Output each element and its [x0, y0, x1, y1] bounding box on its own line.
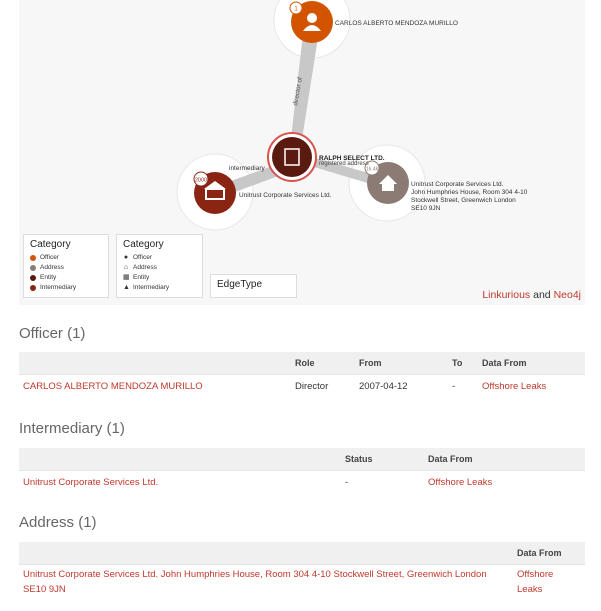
table-cell: -	[448, 375, 478, 399]
legend-label: Officer	[40, 254, 60, 261]
legend-item-intermediary	[30, 283, 102, 293]
column-header: Data From	[424, 448, 585, 471]
address-node-label-4: SE10 9JN	[411, 205, 441, 212]
column-header: Data From	[513, 542, 585, 565]
address-node-label-3: Stockwell Street, Greenwich London	[411, 197, 516, 204]
column-header: To	[448, 352, 478, 375]
officer-table	[19, 352, 585, 398]
legend-label: Intermediary	[133, 284, 170, 291]
column-header	[19, 448, 341, 471]
table-header-row	[19, 448, 585, 471]
column-header	[19, 542, 513, 565]
legend-label: Entity	[40, 274, 57, 281]
column-header	[19, 352, 291, 375]
address-dot	[30, 265, 36, 271]
neo4j-link[interactable]: Neo4j	[553, 289, 581, 301]
legend-label: Address	[40, 264, 64, 271]
address-node-label-1: Unitrust Corporate Services Ltd.	[411, 181, 504, 188]
legend-label: Entity	[133, 274, 150, 281]
linkurious-link[interactable]: Linkurious	[482, 289, 531, 301]
legend-title: EdgeType	[217, 279, 263, 290]
legend-title: Category	[30, 239, 71, 250]
address-table	[19, 542, 585, 603]
legend-category-icons	[116, 234, 203, 298]
legend-title: Category	[123, 239, 164, 250]
officer-badge-text: 1	[294, 6, 298, 13]
edge-officer-label: director of	[292, 76, 304, 107]
data-source-link[interactable]: Offshore Leaks	[513, 565, 585, 604]
officer-section-title: Officer (1)	[19, 325, 86, 342]
legend-item-address	[30, 263, 102, 273]
edge-intermediary-label: intermediary	[229, 165, 265, 172]
table-row	[19, 565, 585, 604]
legend-item-entity	[123, 273, 196, 283]
table-cell: 2007-04-12	[355, 375, 448, 399]
legend-edgetype	[210, 274, 297, 298]
legend-item-address	[123, 263, 196, 273]
column-header: Role	[291, 352, 355, 375]
intermediary-section-title: Intermediary (1)	[19, 420, 125, 437]
intermediary-badge-text: 2000	[194, 177, 208, 184]
bank-icon: ▲	[123, 284, 130, 291]
officer-name-link[interactable]: CARLOS ALBERTO MENDOZA MURILLO	[19, 375, 291, 399]
credits-and: and	[533, 289, 551, 301]
intermediary-name-link[interactable]: Unitrust Corporate Services Ltd.	[19, 471, 341, 495]
graph-panel[interactable]	[19, 0, 585, 305]
table-row	[19, 375, 585, 399]
address-node-label-2: John Humphries House, Room 304 4-10	[411, 189, 528, 196]
intermediary-table	[19, 448, 585, 494]
legend-item-entity	[30, 273, 102, 283]
data-source-link[interactable]: Offshore Leaks	[424, 471, 585, 495]
legend-item-intermediary	[123, 283, 196, 293]
officer-node-label: CARLOS ALBERTO MENDOZA MURILLO	[335, 20, 458, 27]
credits	[482, 289, 581, 301]
legend-label: Intermediary	[40, 284, 77, 291]
data-source-link[interactable]: Offshore Leaks	[478, 375, 585, 399]
entity-edge-label: registered address	[319, 161, 369, 167]
entity-node[interactable]	[272, 137, 312, 177]
entity-node-label: RALPH SELECT LTD.	[319, 155, 385, 162]
home-icon: ⌂	[123, 264, 129, 271]
address-badge-text: 16.4k	[365, 166, 379, 173]
column-header: Status	[341, 448, 424, 471]
column-header: Data From	[478, 352, 585, 375]
legend-label: Address	[133, 264, 157, 271]
column-header: From	[355, 352, 448, 375]
building-icon: ▦	[123, 274, 130, 281]
legend-item-officer	[123, 253, 196, 263]
address-link[interactable]: Unitrust Corporate Services Ltd. John Humphries House, Room 304 4-10 Stockwell Street, Greenwich London SE10 9JN	[19, 565, 513, 604]
officer-dot	[30, 255, 36, 261]
legend-label: Officer	[133, 254, 153, 261]
table-header-row	[19, 352, 585, 375]
address-section-title: Address (1)	[19, 514, 97, 531]
user-icon: ●	[123, 254, 129, 261]
intermediary-dot	[30, 285, 36, 291]
table-row	[19, 471, 585, 495]
user-icon	[307, 13, 317, 23]
legend-category-colors	[23, 234, 109, 298]
legend-item-officer	[30, 253, 102, 263]
table-cell: -	[341, 471, 424, 495]
entity-dot	[30, 275, 36, 281]
intermediary-node-label: Unitrust Corporate Services Ltd.	[239, 192, 332, 199]
table-header-row	[19, 542, 585, 565]
table-cell: Director	[291, 375, 355, 399]
